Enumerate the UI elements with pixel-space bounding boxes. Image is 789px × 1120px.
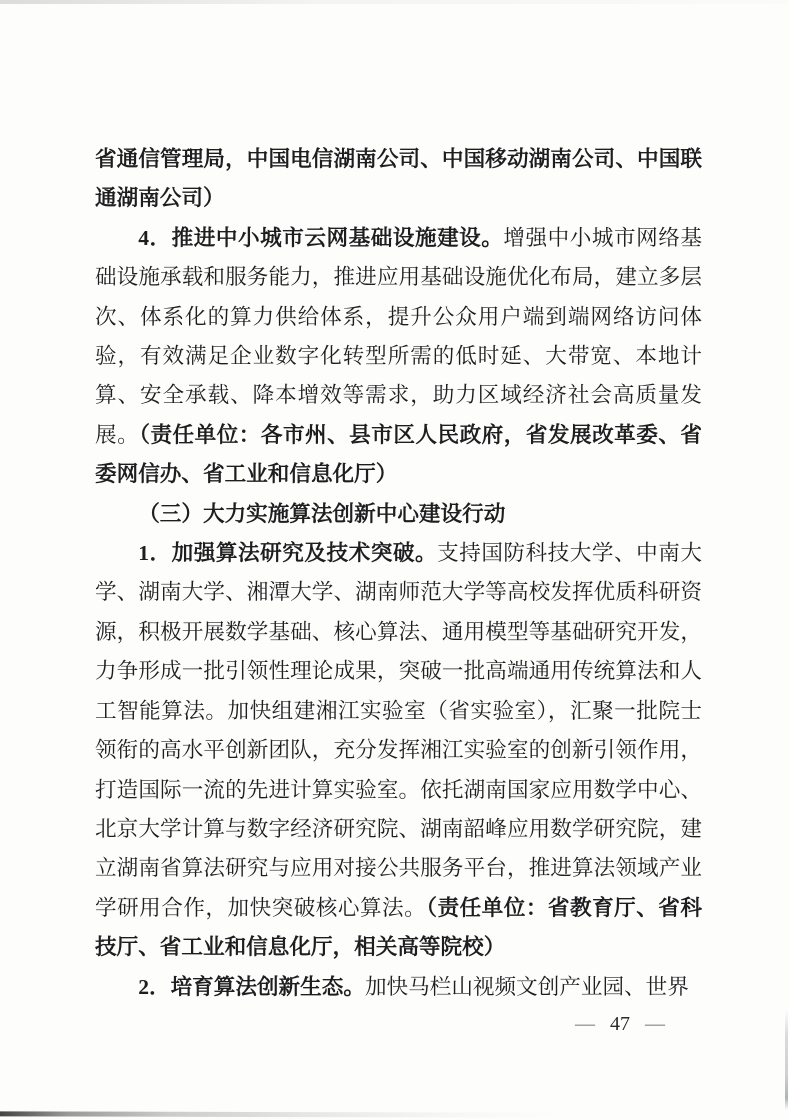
item-4-responsibility-unit: （责任单位：各市州、县市区人民政府，省发展改革委、省委网信办、省工业和信息化厅） bbox=[95, 422, 702, 487]
paragraph-item-4 bbox=[95, 219, 702, 495]
item-4-lead: 4．推进中小城市云网基础设施建设。 bbox=[138, 225, 504, 250]
scan-artifact-bottom-shadow bbox=[0, 1111, 560, 1117]
section-heading-3 bbox=[95, 495, 702, 534]
page-number bbox=[560, 1013, 680, 1036]
item-1-lead: 1．加强算法研究及技术突破。 bbox=[138, 541, 438, 566]
section-heading-text: （三）大力实施算法创新中心建设行动 bbox=[138, 501, 506, 526]
item-2-lead: 2．培育算法创新生态。 bbox=[138, 974, 365, 999]
page-number-dash-right: — bbox=[645, 1015, 665, 1033]
item-4-body: 增强中小城市网络基础设施承载和服务能力，推进应用基础设施优化布局，建立多层次、体系化的算力供给体系，提升公众用户端到端网络访问体验，有效满足企业数字化转型所需的低时延、大带宽、本地计算、安全承载、降本增效等需求，助力区域经济社会高质量发展。 bbox=[95, 225, 702, 447]
item-1-responsibility-unit: （责任单位：省教育厅、省科技厅、省工业和信息化厅，相关高等院校） bbox=[95, 895, 702, 960]
scan-artifact-top-edge bbox=[0, 0, 789, 4]
responsibility-unit-continuation: 省通信管理局，中国电信湖南公司、中国移动湖南公司、中国联通湖南公司） bbox=[95, 147, 702, 211]
page-number-dash-left: — bbox=[575, 1015, 595, 1033]
item-2-body: 加快马栏山视频文创产业园、世界 bbox=[364, 974, 689, 999]
document-body bbox=[95, 140, 702, 1007]
paragraph-continuation bbox=[95, 140, 702, 219]
scan-artifact-right-line bbox=[785, 1010, 788, 1110]
paragraph-item-1 bbox=[95, 534, 702, 967]
paragraph-item-2 bbox=[95, 968, 702, 1007]
item-1-body: 支持国防科技大学、中南大学、湖南大学、湘潭大学、湖南师范大学等高校发挥优质科研资源，积极开展数学基础、核心算法、通用模型等基础研究开发，力争形成一批引领性理论成果，突破一批高端通用传统算法和人工智能算法。加快组建湘江实验室（省实验室），汇聚一批院士领衔的高水平创新团队，充分发挥湘江实验室的创新引领作用，打造国际一流的先进计算实验室。依托湖南国家应用数学中心、北京大学计算与数字经济研究院、湖南韶峰应用数学研究院，建立湖南省算法研究与应用对接公共服务平台，推进算法领域产业学研用合作，加快突破核心算法。 bbox=[95, 541, 702, 920]
page-number-value: 47 bbox=[610, 1013, 630, 1035]
